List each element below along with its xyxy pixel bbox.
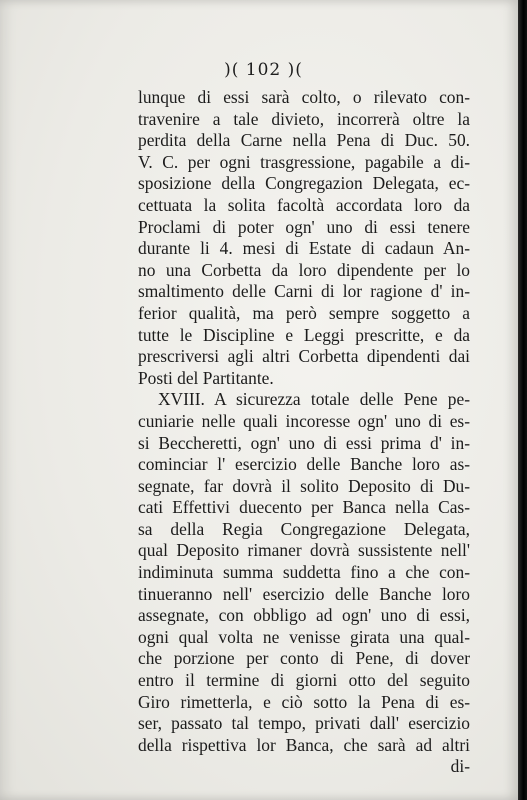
text-line: ser, passato tal tempo, privati dall' esercizio [138,713,470,734]
text-line: V. C. per ogni trasgressione, pagabile a di- [138,151,470,172]
text-line: qual Deposito rimaner dovrà sussistente nell' [138,540,470,561]
text-line: perdita della Carne nella Pena di Duc. 50. [138,130,470,151]
page-number: )( 102 )( [224,60,303,80]
paragraph-2 [138,389,470,756]
text-line: tutte le Discipline e Leggi prescritte, e da [138,324,470,345]
body-text [138,87,470,778]
text-line: travenire a tale divieto, incorrerà oltre la [138,108,470,129]
text-line: XVIII. A sicurezza totale delle Pene pe- [158,389,470,410]
text-line: indiminuta summa suddetta fino a che con- [138,562,470,583]
text-line: della rispettiva lor Banca, che sarà ad altri [138,734,470,755]
text-line: che porzione per conto di Pene, di dover [138,648,470,669]
text-line: smaltimento delle Carni di lor ragione d' in- [138,281,470,302]
text-line: cuniarie nelle quali incoresse ogn' uno di es- [138,410,470,431]
text-line: tinueranno nell' esercizio delle Banche loro [138,583,470,604]
text-line: ogni qual volta ne venisse girata una qual- [138,626,470,647]
paragraph-1 [138,87,470,389]
text-line: prescriversi agli altri Corbetta dipendenti dai [138,346,470,367]
text-line: Giro rimetterla, e ciò sotto la Pena di es- [138,691,470,712]
text-line: segnate, far dovrà il solito Deposito di Du- [138,475,470,496]
text-line: Proclami di poter ogn' uno di essi tenere [138,216,470,237]
text-line: durante li 4. mesi di Estate di cadaun An- [138,238,470,259]
text-line: Posti del Partitante. [138,367,274,388]
text-line: sa della Regia Congregazione Delegata, [138,518,470,539]
catchword: di- [450,756,470,777]
text-line: lunque di essi sarà colto, o rilevato con- [138,87,470,107]
text-line: si Beccheretti, ogn' uno di essi prima d' in- [138,432,470,453]
text-line: cominciar l' esercizio delle Banche loro as- [138,454,470,475]
text-line: entro il termine di giorni otto del seguito [138,670,470,691]
text-line: no una Corbetta da loro dipendente per lo [138,259,470,280]
text-line: assegnate, con obbligo ad ogn' uno di essi, [138,605,470,626]
text-line: cati Effettivi duecento per Banca nella Cas- [138,497,470,518]
text-line: ferior qualità, ma però sempre soggetto a [138,302,470,323]
text-line: cettuata la solita facoltà accordata loro da [138,194,470,215]
text-line: sposizione della Congregazion Delegata, ec- [138,173,470,194]
book-gutter-shadow [518,0,527,800]
